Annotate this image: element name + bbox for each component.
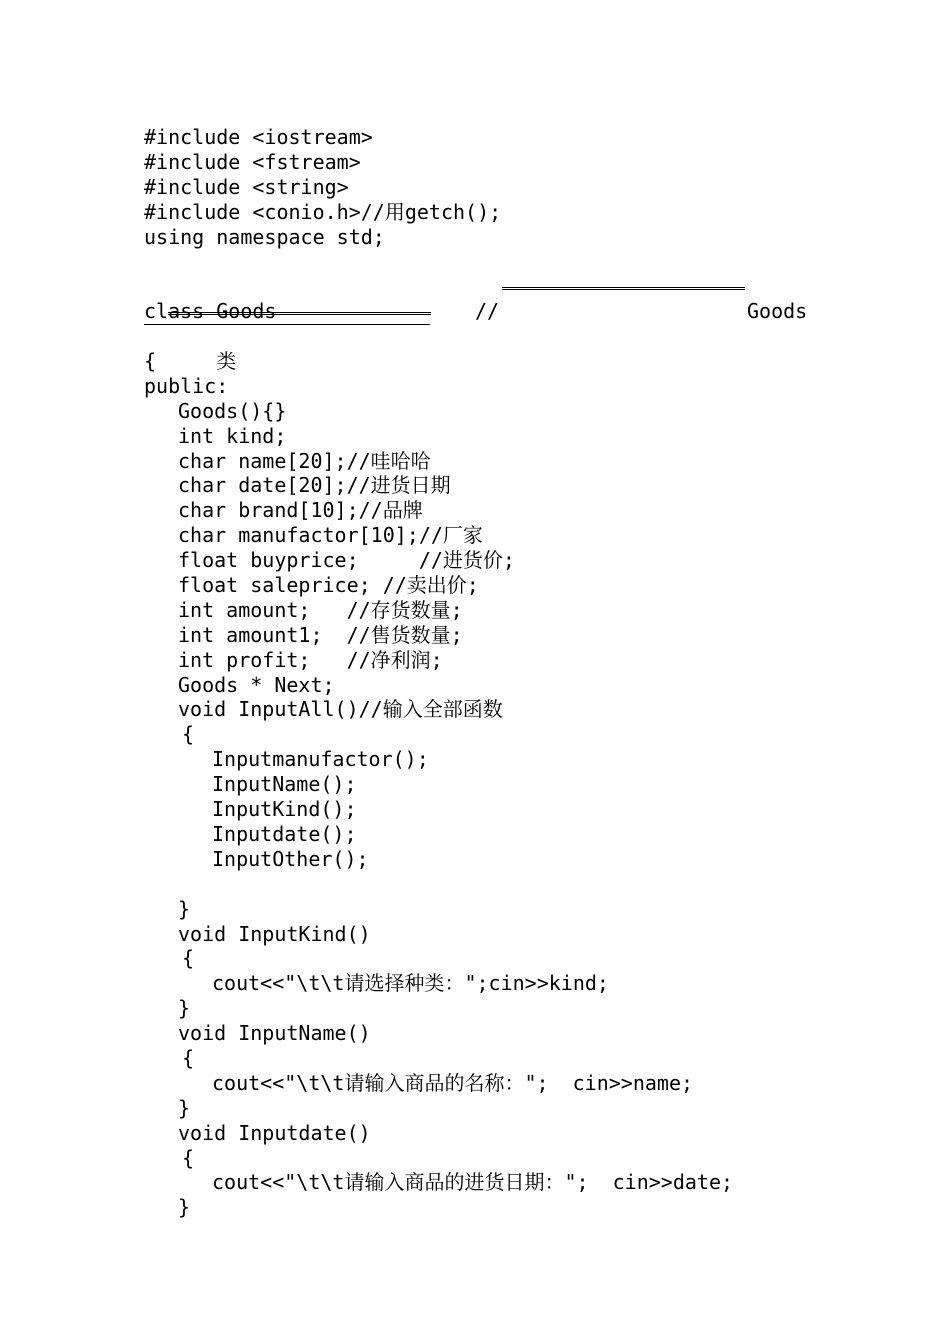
member-line: float saleprice; //卖出价; bbox=[178, 573, 479, 598]
function-open-brace: { bbox=[182, 1045, 195, 1070]
function-close-brace: } bbox=[178, 1095, 191, 1120]
member-line: char name[20];//哇哈哈 bbox=[178, 448, 431, 473]
using-namespace-line: using namespace std; bbox=[144, 224, 385, 249]
member-line: int amount1; //售货数量; bbox=[178, 622, 463, 647]
function-body-line: Inputdate(); bbox=[212, 821, 357, 846]
member-line: float buyprice; //进货价; bbox=[178, 548, 515, 573]
function-body-line: InputName(); bbox=[212, 772, 357, 797]
function-body-line: cout<<"\t\t请选择种类：";cin>>kind; bbox=[212, 971, 609, 996]
class-name: class Goods bbox=[144, 299, 430, 325]
class-comment-continuation bbox=[144, 324, 844, 374]
function-signature: void InputAll()//输入全部函数 bbox=[178, 697, 503, 722]
member-line: char brand[10];//品牌 bbox=[178, 498, 423, 523]
member-line: int profit; //净利润; bbox=[178, 647, 443, 672]
class-open-brace: { bbox=[144, 349, 157, 374]
member-line: int kind; bbox=[178, 423, 287, 448]
include-line: #include <fstream> bbox=[144, 149, 361, 174]
comment-rule bbox=[168, 312, 431, 315]
class-comment-slashes: // bbox=[475, 299, 500, 324]
function-close-brace: } bbox=[178, 896, 191, 921]
member-line: int amount; //存货数量; bbox=[178, 597, 463, 622]
function-body-line: InputOther(); bbox=[212, 846, 369, 871]
blank-line bbox=[144, 249, 844, 274]
member-line: Goods * Next; bbox=[178, 672, 335, 697]
function-signature: void InputKind() bbox=[178, 921, 371, 946]
function-close-brace: } bbox=[178, 996, 191, 1021]
comment-rule bbox=[502, 287, 745, 290]
member-line: char manufactor[10];//厂家 bbox=[178, 523, 483, 548]
function-close-brace: } bbox=[178, 1195, 191, 1220]
class-comment-label: Goods bbox=[747, 299, 808, 324]
include-line: #include <string> bbox=[144, 174, 349, 199]
function-open-brace: { bbox=[182, 722, 195, 747]
access-specifier: public: bbox=[144, 373, 229, 398]
function-body-line: InputKind(); bbox=[212, 797, 357, 822]
class-comment-suffix: 类 bbox=[216, 349, 237, 374]
function-open-brace: { bbox=[182, 946, 195, 971]
function-body-line: Inputmanufactor(); bbox=[212, 747, 429, 772]
function-body-line: cout<<"\t\t请输入商品的名称："; cin>>name; bbox=[212, 1070, 694, 1095]
constructor-line: Goods(){} bbox=[178, 398, 287, 423]
function-body-line: cout<<"\t\t请输入商品的进货日期："; cin>>date; bbox=[212, 1170, 734, 1195]
function-signature: void Inputdate() bbox=[178, 1120, 371, 1145]
function-open-brace: { bbox=[182, 1145, 195, 1170]
function-signature: void InputName() bbox=[178, 1021, 371, 1046]
include-line: #include <iostream> bbox=[144, 125, 373, 149]
blank-line bbox=[144, 872, 844, 897]
include-line: #include <conio.h>//用getch(); bbox=[144, 199, 502, 224]
code-listing bbox=[144, 125, 844, 1220]
member-line: char date[20];//进货日期 bbox=[178, 473, 451, 498]
